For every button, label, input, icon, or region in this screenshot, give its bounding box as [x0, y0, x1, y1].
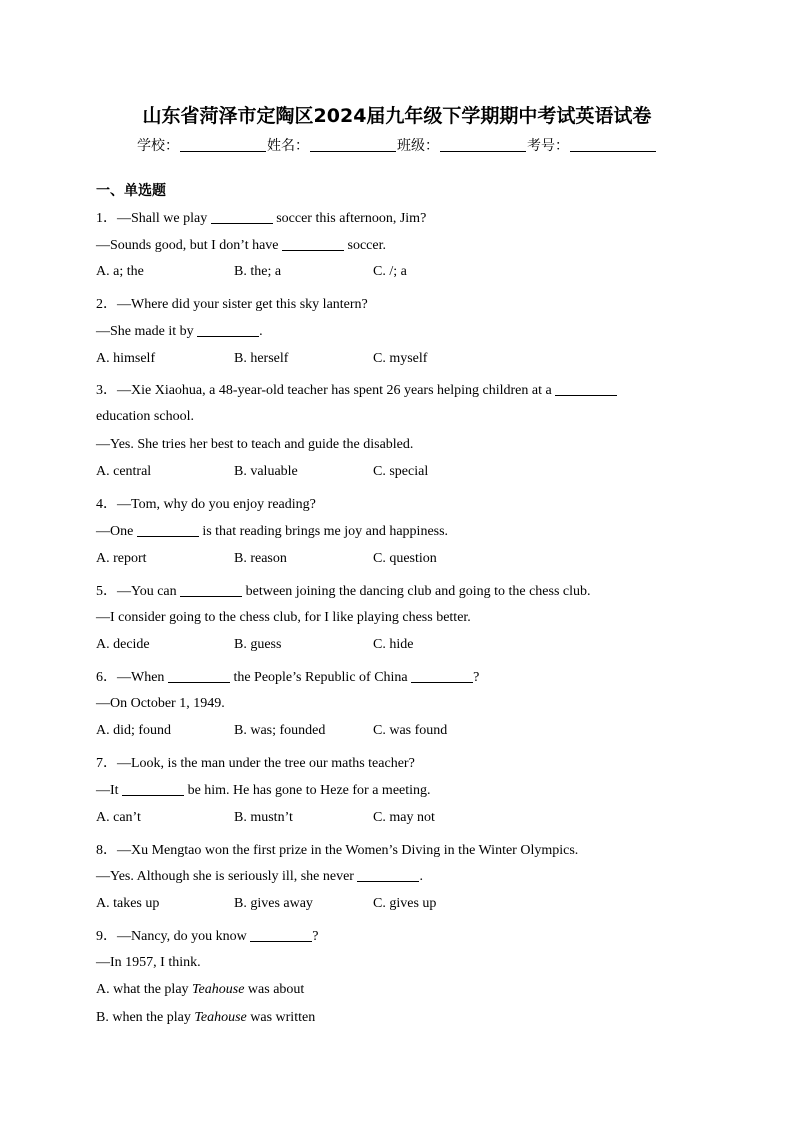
option-b[interactable]: B. reason	[234, 551, 287, 566]
option-a[interactable]: A. a; the	[96, 264, 144, 279]
option-b[interactable]: B. mustn’t	[234, 810, 293, 825]
option-c[interactable]: C. special	[373, 464, 429, 479]
question-9-reply: —In 1957, I think.	[96, 955, 201, 970]
school-blank[interactable]	[180, 137, 266, 152]
option-a[interactable]: A. can’t	[96, 810, 141, 825]
question-6: 6．—When the People’s Republic of China ?	[96, 670, 480, 685]
option-b[interactable]: B. the; a	[234, 264, 282, 279]
option-b[interactable]: B. herself	[234, 351, 289, 366]
option-c[interactable]: C. question	[373, 551, 437, 566]
question-6-reply: —On October 1, 1949.	[96, 696, 225, 711]
answer-blank[interactable]	[168, 669, 230, 683]
option-a[interactable]: A. takes up	[96, 896, 160, 911]
option-a[interactable]: A. central	[96, 464, 152, 479]
option-b[interactable]: B. valuable	[234, 464, 298, 479]
question-2-reply: —She made it by .	[96, 324, 263, 339]
section-title: 一、单选题	[96, 183, 166, 199]
option-a[interactable]: A. did; found	[96, 723, 172, 738]
question-1-reply: —Sounds good, but I don’t have soccer.	[96, 238, 386, 253]
question-3-reply: —Yes. She tries her best to teach and guide the disabled.	[96, 437, 414, 452]
question-3-continued: education school.	[96, 409, 194, 424]
option-b[interactable]: B. was; founded	[234, 723, 326, 738]
option-c[interactable]: C. hide	[373, 637, 414, 652]
question-7-reply: —It be him. He has gone to Heze for a meeting.	[96, 783, 431, 798]
option-a[interactable]: A. report	[96, 551, 147, 566]
question-5: 5．—You can between joining the dancing club and going to the chess club.	[96, 584, 591, 599]
question-1: 1．—Shall we play soccer this afternoon, Jim?	[96, 211, 427, 226]
number-label: 考号：	[527, 138, 569, 154]
answer-blank[interactable]	[250, 928, 312, 942]
option-c[interactable]: C. was found	[373, 723, 448, 738]
name-blank[interactable]	[310, 137, 396, 152]
answer-blank[interactable]	[137, 523, 199, 537]
option-b[interactable]: B. guess	[234, 637, 282, 652]
option-b[interactable]: B. when the play Teahouse was written	[96, 1010, 316, 1025]
answer-blank[interactable]	[411, 669, 473, 683]
question-7: 7．—Look, is the man under the tree our maths teacher?	[96, 756, 415, 771]
question-2: 2．—Where did your sister get this sky lantern?	[96, 297, 368, 312]
class-blank[interactable]	[440, 137, 526, 152]
question-9: 9．—Nancy, do you know ?	[96, 929, 319, 944]
class-label: 班级：	[397, 138, 439, 154]
question-8: 8．—Xu Mengtao won the first prize in the Women’s Diving in the Winter Olympics.	[96, 843, 579, 858]
question-3: 3．—Xie Xiaohua, a 48-year-old teacher has spent 26 years helping children at a	[96, 379, 617, 399]
option-c[interactable]: C. may not	[373, 810, 435, 825]
option-c[interactable]: C. myself	[373, 351, 428, 366]
question-5-reply: —I consider going to the chess club, for I like playing chess better.	[96, 610, 471, 625]
school-label: 学校：	[137, 138, 179, 154]
answer-blank[interactable]	[282, 237, 344, 251]
name-label: 姓名：	[267, 138, 309, 154]
answer-blank[interactable]	[122, 782, 184, 796]
option-c[interactable]: C. gives up	[373, 896, 437, 911]
option-c[interactable]: C. /; a	[373, 264, 407, 279]
answer-blank[interactable]	[180, 583, 242, 597]
answer-blank[interactable]	[197, 323, 259, 337]
answer-blank[interactable]	[211, 210, 273, 224]
option-a[interactable]: A. himself	[96, 351, 156, 366]
question-8-reply: —Yes. Although she is seriously ill, she never .	[96, 869, 423, 884]
page-title: 山东省菏泽市定陶区2024届九年级下学期期中考试英语试卷	[142, 105, 652, 127]
answer-blank[interactable]	[555, 382, 617, 396]
question-4-reply: —One is that reading brings me joy and happiness.	[96, 524, 449, 539]
student-info-line	[0, 135, 794, 155]
option-a[interactable]: A. decide	[96, 637, 150, 652]
answer-blank[interactable]	[357, 868, 419, 882]
number-blank[interactable]	[570, 137, 656, 152]
option-a[interactable]: A. what the play Teahouse was about	[96, 982, 305, 997]
option-b[interactable]: B. gives away	[234, 896, 313, 911]
question-4: 4．—Tom, why do you enjoy reading?	[96, 497, 316, 512]
